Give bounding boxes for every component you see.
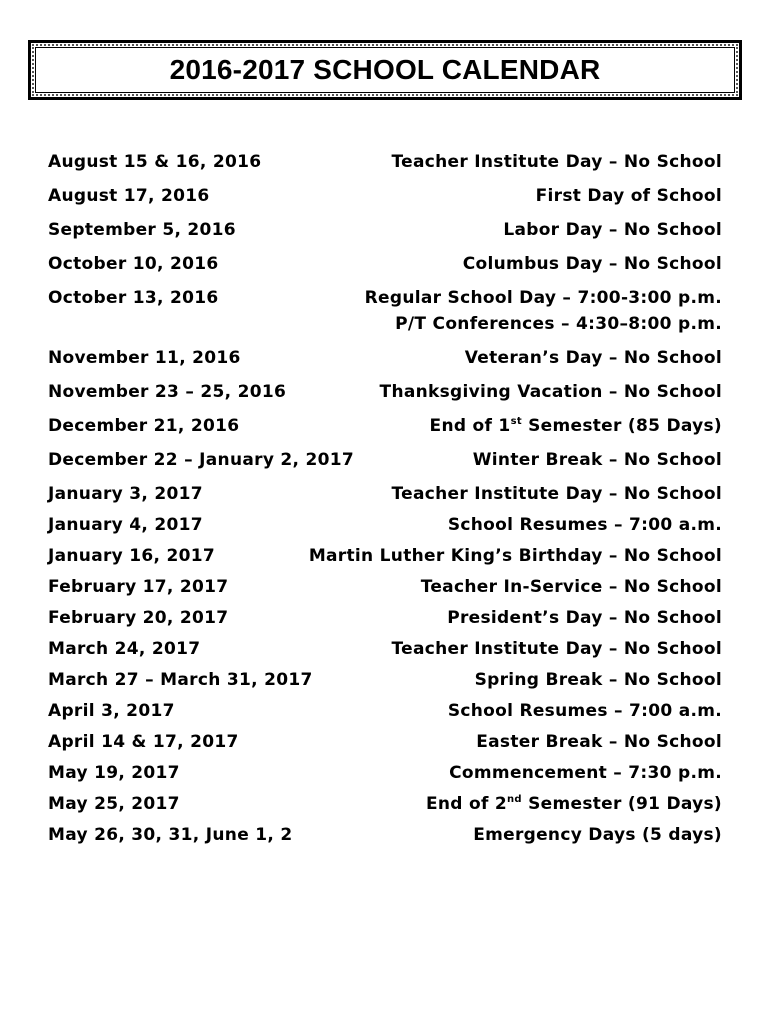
event-description: [465, 345, 722, 371]
calendar-row: [48, 512, 722, 543]
event-date: February 20, 2017: [48, 608, 229, 628]
event-date: March 27 – March 31, 2017: [48, 670, 313, 690]
event-description-line: Veteran’s Day – No School: [464, 348, 722, 368]
event-description: [448, 512, 722, 538]
event-description-line: Teacher In-Service – No School: [420, 577, 722, 597]
event-description-line: Teacher Institute Day – No School: [391, 639, 722, 659]
calendar-row: [48, 791, 722, 822]
event-description: [447, 605, 722, 631]
event-description-text: End of 1: [429, 416, 511, 436]
event-description-line: Teacher Institute Day – No School: [391, 484, 722, 504]
event-description: [365, 285, 722, 337]
ordinal-suffix: nd: [507, 794, 522, 805]
calendar-row: [48, 698, 722, 729]
event-description-line: [430, 413, 722, 439]
event-description-line: School Resumes – 7:00 a.m.: [447, 701, 722, 721]
event-description-line: Winter Break – No School: [472, 450, 722, 470]
event-date: January 3, 2017: [48, 484, 203, 504]
event-description: [476, 729, 722, 755]
event-description: [430, 413, 722, 439]
event-date: April 14 & 17, 2017: [48, 732, 239, 752]
event-description: [380, 379, 722, 405]
event-description: [536, 183, 722, 209]
event-date: August 15 & 16, 2016: [48, 152, 262, 172]
event-description-line: Emergency Days (5 days): [473, 825, 722, 845]
event-description-text: End of 2: [425, 794, 508, 814]
calendar-row: [48, 574, 722, 605]
event-description-line: Regular School Day – 7:00-3:00 p.m.: [364, 288, 722, 308]
event-date: January 16, 2017: [48, 546, 216, 566]
event-date: May 26, 30, 31, June 1, 2: [48, 825, 293, 845]
calendar-row: [48, 729, 722, 760]
event-description-line: Easter Break – No School: [476, 732, 722, 752]
event-description-line: Teacher Institute Day – No School: [391, 152, 722, 172]
title-box: [28, 40, 742, 100]
event-date: August 17, 2016: [48, 186, 210, 206]
event-date: March 24, 2017: [48, 639, 201, 659]
event-description: [309, 543, 722, 569]
event-description: [421, 574, 722, 600]
calendar-row: [48, 183, 722, 217]
event-description: [463, 251, 722, 277]
event-date: October 10, 2016: [48, 254, 219, 274]
event-description-line: School Resumes – 7:00 a.m.: [447, 515, 722, 535]
event-date: September 5, 2016: [48, 220, 236, 240]
calendar-row: [48, 543, 722, 574]
calendar-list: [48, 149, 722, 853]
event-description-line: Commencement – 7:30 p.m.: [449, 763, 722, 783]
event-description-line: First Day of School: [535, 186, 722, 206]
page-title: 2016-2017 SCHOOL CALENDAR: [169, 54, 601, 85]
event-date: February 17, 2017: [48, 577, 229, 597]
event-description: [392, 636, 722, 662]
event-date: May 19, 2017: [48, 763, 180, 783]
event-date: November 23 – 25, 2016: [48, 382, 287, 402]
calendar-row: [48, 251, 722, 285]
event-description: [448, 698, 722, 724]
calendar-row: [48, 760, 722, 791]
event-date: October 13, 2016: [48, 288, 219, 308]
event-description-text: Semester (91 Days): [521, 794, 722, 814]
event-description-line: Spring Break – No School: [474, 670, 722, 690]
event-description-line: [426, 791, 722, 817]
calendar-row: [48, 636, 722, 667]
calendar-row: [48, 413, 722, 447]
event-description: [426, 791, 722, 817]
calendar-row: [48, 447, 722, 481]
event-description: [449, 760, 722, 786]
calendar-row: [48, 345, 722, 379]
event-date: November 11, 2016: [48, 348, 241, 368]
event-date: December 21, 2016: [48, 416, 240, 436]
calendar-row: [48, 667, 722, 698]
event-date: December 22 – January 2, 2017: [48, 450, 355, 470]
event-description-line: Labor Day – No School: [503, 220, 722, 240]
calendar-row: [48, 822, 722, 853]
event-description: [475, 667, 722, 693]
event-description-line: Columbus Day – No School: [462, 254, 722, 274]
event-description: [473, 822, 722, 848]
event-description-line: P/T Conferences – 4:30–8:00 p.m.: [395, 314, 722, 334]
calendar-row: [48, 285, 722, 345]
event-date: April 3, 2017: [48, 701, 175, 721]
calendar-row: [48, 149, 722, 183]
event-description-line: Thanksgiving Vacation – No School: [379, 382, 722, 402]
event-description: [392, 149, 722, 175]
event-date: May 25, 2017: [48, 794, 180, 814]
calendar-row: [48, 481, 722, 512]
calendar-row: [48, 217, 722, 251]
event-date: January 4, 2017: [48, 515, 203, 535]
event-description: [392, 481, 722, 507]
event-description-line: President’s Day – No School: [447, 608, 722, 628]
event-description-text: Semester (85 Days): [521, 416, 722, 436]
event-description: [473, 447, 722, 473]
event-description-line: Martin Luther King’s Birthday – No School: [308, 546, 722, 566]
event-description: [503, 217, 722, 243]
ordinal-suffix: st: [510, 416, 522, 427]
calendar-row: [48, 379, 722, 413]
calendar-row: [48, 605, 722, 636]
